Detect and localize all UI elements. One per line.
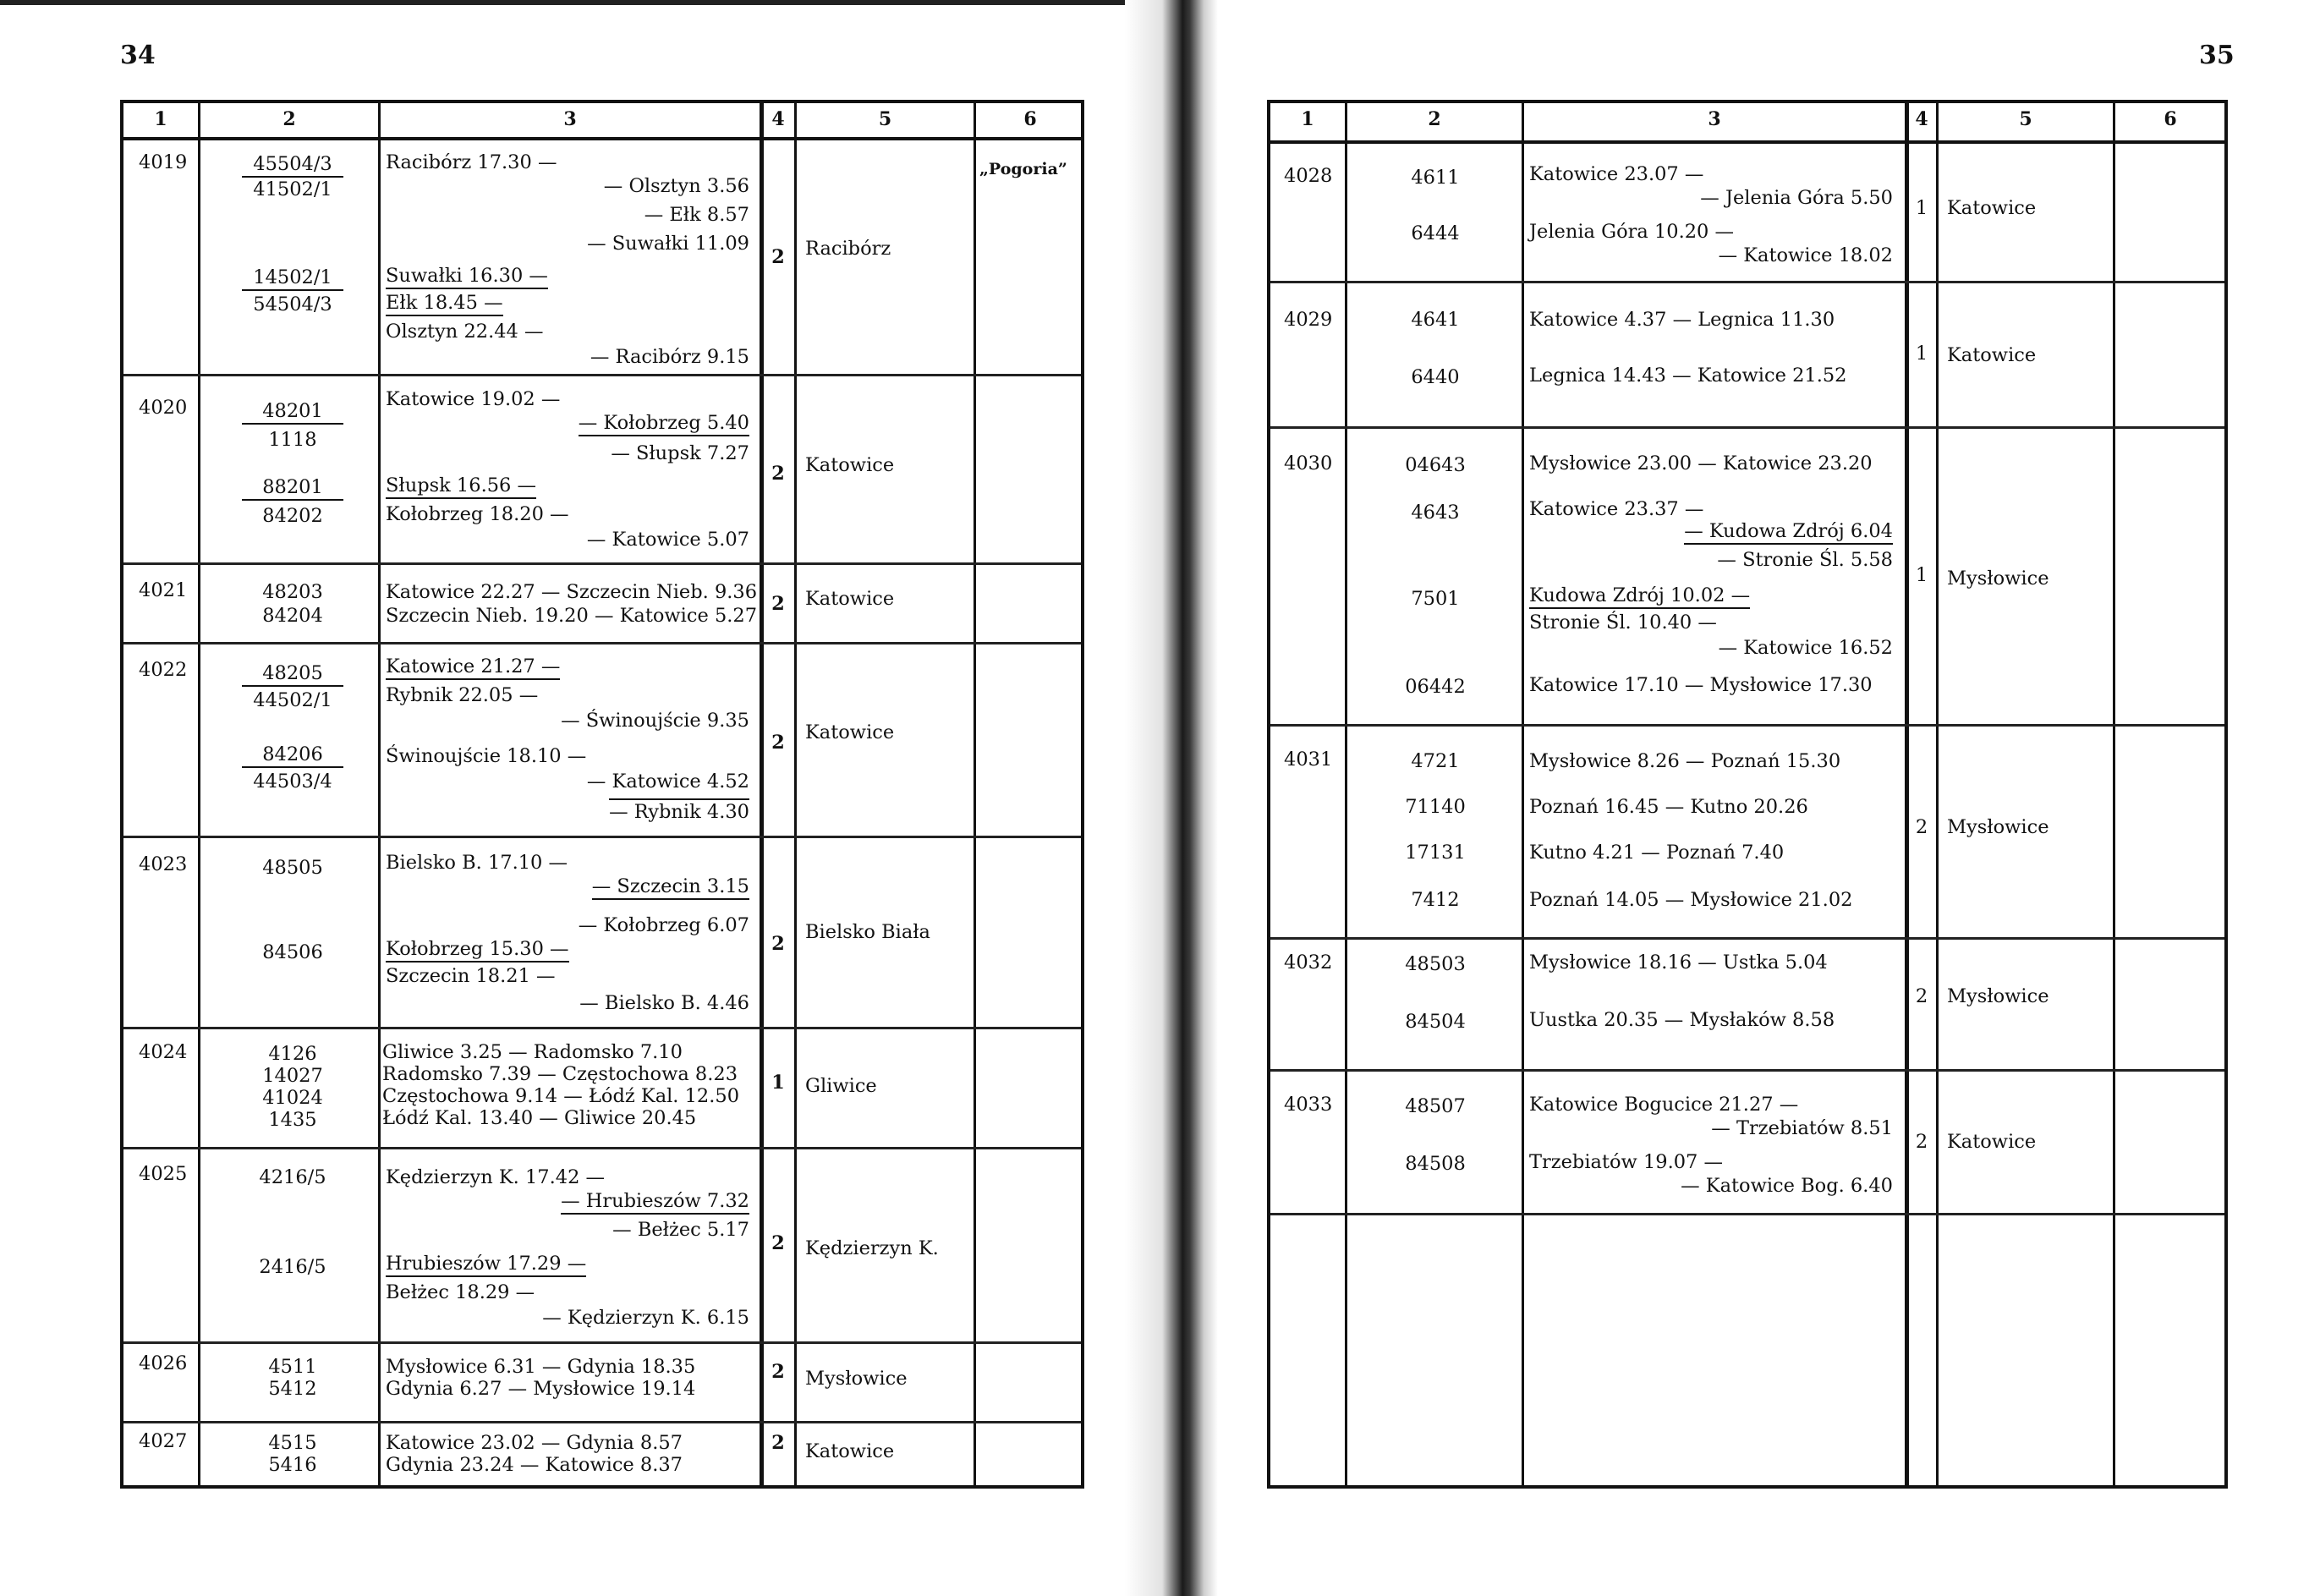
column-divider bbox=[1522, 103, 1524, 1485]
row-number: 4023 bbox=[139, 853, 188, 875]
header-col-6: 6 bbox=[2164, 108, 2177, 130]
page-number-left: 34 bbox=[120, 41, 156, 70]
route-line: Bielsko B. 17.10 — bbox=[386, 852, 568, 874]
column-divider bbox=[974, 103, 976, 1485]
row-divider bbox=[1270, 1213, 2224, 1215]
class-value: 2 bbox=[771, 463, 785, 485]
row-number: 4028 bbox=[1284, 165, 1333, 187]
column-divider bbox=[1345, 103, 1347, 1485]
class-value: 2 bbox=[771, 1361, 785, 1383]
class-value: 2 bbox=[771, 933, 785, 955]
header-col-3: 3 bbox=[1708, 108, 1721, 130]
class-value: 1 bbox=[1915, 197, 1928, 219]
route-line: Katowice 19.02 — bbox=[386, 388, 561, 410]
route-line: Mysłowice 18.16 — Ustka 5.04 bbox=[1529, 952, 1828, 974]
class-value: 2 bbox=[771, 1432, 785, 1454]
row-divider bbox=[123, 836, 1081, 838]
header-col-4: 4 bbox=[1915, 108, 1928, 130]
route-line: — Kudowa Zdrój 6.04 bbox=[1684, 519, 1893, 545]
route-line: — Katowice Bog. 6.40 bbox=[1681, 1175, 1893, 1197]
train-number: 4216/5 bbox=[259, 1166, 326, 1188]
route-line: Katowice 17.10 — Mysłowice 17.30 bbox=[1529, 674, 1873, 696]
home-station: Katowice bbox=[805, 721, 895, 743]
row-number: 4021 bbox=[139, 579, 188, 601]
route-line: Katowice 4.37 — Legnica 11.30 bbox=[1529, 309, 1835, 331]
home-station: Katowice bbox=[1947, 1131, 2037, 1153]
route-line: Świnoujście 18.10 — bbox=[386, 745, 587, 767]
route-line: Kędzierzyn K. 17.42 — bbox=[386, 1166, 606, 1188]
route-line: — Katowice 4.52 bbox=[586, 771, 749, 793]
row-number: 4020 bbox=[139, 397, 188, 419]
train-number: 71140 bbox=[1405, 796, 1466, 818]
train-number: 4643 bbox=[1411, 502, 1460, 524]
train-number: 2416/5 bbox=[259, 1256, 326, 1278]
home-station: Racibórz bbox=[805, 238, 891, 260]
header-col-4: 4 bbox=[771, 108, 785, 130]
class-value: 2 bbox=[1915, 816, 1928, 838]
train-number: 4611 bbox=[1411, 167, 1460, 189]
train-number: 84508 bbox=[1405, 1153, 1466, 1175]
header-col-5: 5 bbox=[2019, 108, 2032, 130]
train-number: 4126 bbox=[268, 1043, 317, 1065]
train-number: 54504/3 bbox=[253, 293, 332, 315]
train-number: 4641 bbox=[1411, 309, 1460, 331]
train-number: 48201 bbox=[242, 399, 343, 425]
route-line: Łódź Kal. 13.40 — Gliwice 20.45 bbox=[382, 1107, 697, 1129]
train-number: 6444 bbox=[1411, 222, 1460, 244]
row-number: 4030 bbox=[1284, 452, 1333, 474]
route-line: Katowice 23.02 — Gdynia 8.57 bbox=[386, 1432, 683, 1454]
train-number: 4721 bbox=[1411, 750, 1460, 772]
home-station: Mysłowice bbox=[1947, 816, 2049, 838]
header-col-6: 6 bbox=[1023, 108, 1037, 130]
row-number: 4025 bbox=[139, 1163, 188, 1185]
train-number: 45504/3 bbox=[242, 152, 343, 178]
route-line: Poznań 14.05 — Mysłowice 21.02 bbox=[1529, 889, 1853, 911]
header-col-2: 2 bbox=[1428, 108, 1441, 130]
train-number: 84206 bbox=[242, 743, 343, 768]
route-line: Poznań 16.45 — Kutno 20.26 bbox=[1529, 796, 1808, 818]
timetable-left bbox=[120, 100, 1084, 1489]
row-divider bbox=[123, 374, 1081, 376]
home-station: Mysłowice bbox=[1947, 568, 2049, 590]
row-number: 4024 bbox=[139, 1041, 188, 1063]
route-line: — Suwałki 11.09 bbox=[587, 233, 749, 255]
train-number: 48503 bbox=[1405, 953, 1466, 975]
home-station: Mysłowice bbox=[1947, 985, 2049, 1007]
route-line: Katowice 22.27 — Szczecin Nieb. 9.36 bbox=[386, 581, 758, 603]
train-name: „Pogoria” bbox=[979, 160, 1067, 178]
train-number: 5412 bbox=[268, 1378, 317, 1400]
route-line: Uustka 20.35 — Mysłaków 8.58 bbox=[1529, 1009, 1835, 1031]
row-divider bbox=[123, 1147, 1081, 1149]
route-line: Olsztyn 22.44 — bbox=[386, 321, 544, 343]
train-number: 17131 bbox=[1405, 842, 1466, 864]
timetable-right bbox=[1267, 100, 2228, 1489]
route-line: Kołobrzeg 18.20 — bbox=[386, 503, 569, 525]
route-line: Mysłowice 8.26 — Poznań 15.30 bbox=[1529, 750, 1841, 772]
route-line: — Jelenia Góra 5.50 bbox=[1700, 187, 1893, 209]
home-station: Kędzierzyn K. bbox=[805, 1237, 939, 1259]
route-line: Kudowa Zdrój 10.02 — bbox=[1529, 584, 1750, 609]
route-line: Słupsk 16.56 — bbox=[386, 474, 536, 499]
row-number: 4032 bbox=[1284, 952, 1333, 974]
route-line: Hrubieszów 17.29 — bbox=[386, 1252, 586, 1277]
route-line: — Szczecin 3.15 bbox=[592, 875, 749, 900]
class-value: 2 bbox=[1915, 985, 1928, 1007]
home-station: Katowice bbox=[1947, 197, 2037, 219]
route-line: Gdynia 6.27 — Mysłowice 19.14 bbox=[386, 1378, 696, 1400]
class-value: 2 bbox=[1915, 1131, 1928, 1153]
route-line: Mysłowice 23.00 — Katowice 23.20 bbox=[1529, 452, 1873, 474]
route-line: Gdynia 23.24 — Katowice 8.37 bbox=[386, 1454, 683, 1476]
route-line: Kołobrzeg 15.30 — bbox=[386, 937, 569, 963]
train-number: 6440 bbox=[1411, 366, 1460, 388]
row-number: 4019 bbox=[139, 151, 188, 173]
train-number: 84506 bbox=[262, 941, 323, 963]
header-col-5: 5 bbox=[878, 108, 892, 130]
route-line: — Olsztyn 3.56 bbox=[603, 175, 749, 197]
train-number: 04643 bbox=[1405, 454, 1466, 476]
route-line: — Trzebiatów 8.51 bbox=[1711, 1117, 1893, 1139]
row-divider bbox=[123, 1341, 1081, 1344]
row-divider bbox=[123, 1027, 1081, 1029]
route-line: Mysłowice 6.31 — Gdynia 18.35 bbox=[386, 1356, 696, 1378]
train-number: 41024 bbox=[262, 1087, 323, 1109]
train-number: 06442 bbox=[1405, 676, 1466, 698]
train-number: 1435 bbox=[268, 1109, 317, 1131]
route-line: Katowice Bogucice 21.27 — bbox=[1529, 1094, 1799, 1116]
home-station: Katowice bbox=[805, 1440, 895, 1462]
class-value: 2 bbox=[771, 593, 785, 615]
home-station: Mysłowice bbox=[805, 1368, 908, 1390]
train-number: 7501 bbox=[1411, 588, 1460, 610]
route-line: Radomsko 7.39 — Częstochowa 8.23 bbox=[382, 1063, 738, 1085]
route-line: Jelenia Góra 10.20 — bbox=[1529, 221, 1735, 243]
column-divider bbox=[1936, 103, 1939, 1485]
row-divider bbox=[1270, 724, 2224, 727]
route-line: — Kędzierzyn K. 6.15 bbox=[542, 1307, 749, 1329]
row-number: 4033 bbox=[1284, 1094, 1333, 1116]
train-number: 48507 bbox=[1405, 1095, 1466, 1117]
route-line: — Stronie Śl. 5.58 bbox=[1717, 549, 1893, 571]
row-divider bbox=[1270, 1069, 2224, 1072]
header-col-3: 3 bbox=[563, 108, 577, 130]
route-line: Częstochowa 9.14 — Łódź Kal. 12.50 bbox=[382, 1085, 740, 1107]
route-line: Racibórz 17.30 — bbox=[386, 151, 557, 173]
row-divider bbox=[123, 642, 1081, 644]
route-line: Katowice 23.07 — bbox=[1529, 163, 1704, 185]
train-number: 48505 bbox=[262, 857, 323, 879]
train-number: 4511 bbox=[268, 1356, 317, 1378]
page-top-edge bbox=[0, 0, 1150, 5]
route-line: — Kołobrzeg 6.07 bbox=[578, 914, 749, 936]
train-number: 88201 bbox=[242, 475, 343, 501]
home-station: Gliwice bbox=[805, 1075, 877, 1097]
train-number: 14027 bbox=[262, 1065, 323, 1087]
train-number: 48203 bbox=[262, 581, 323, 603]
train-number: 1118 bbox=[268, 429, 317, 451]
route-line: — Bełżec 5.17 bbox=[612, 1219, 749, 1241]
book-gutter bbox=[1125, 0, 1218, 1596]
route-line: Ełk 18.45 — bbox=[386, 291, 503, 316]
row-divider bbox=[1270, 281, 2224, 283]
route-line: — Świnoujście 9.35 bbox=[561, 710, 749, 732]
class-value: 1 bbox=[771, 1072, 785, 1094]
home-station: Katowice bbox=[805, 454, 895, 476]
row-divider bbox=[1270, 937, 2224, 940]
route-line: Gliwice 3.25 — Radomsko 7.10 bbox=[382, 1041, 683, 1063]
class-value: 2 bbox=[771, 1232, 785, 1254]
route-line: — Kołobrzeg 5.40 bbox=[579, 411, 749, 436]
route-line: Legnica 14.43 — Katowice 21.52 bbox=[1529, 365, 1847, 387]
column-divider bbox=[198, 103, 200, 1485]
header-col-1: 1 bbox=[1301, 108, 1314, 130]
header-col-1: 1 bbox=[154, 108, 167, 130]
route-line: — Bielsko B. 4.46 bbox=[579, 992, 749, 1014]
column-divider bbox=[378, 103, 381, 1485]
class-value: 1 bbox=[1915, 343, 1928, 365]
class-value: 2 bbox=[771, 732, 785, 754]
train-number: 7412 bbox=[1411, 889, 1460, 911]
route-line: — Słupsk 7.27 bbox=[611, 442, 749, 464]
table-header bbox=[123, 103, 1081, 140]
route-line: — Ełk 8.57 bbox=[644, 204, 749, 226]
row-divider bbox=[1270, 426, 2224, 429]
route-line: Katowice 23.37 — bbox=[1529, 498, 1704, 520]
home-station: Bielsko Biała bbox=[805, 921, 930, 943]
train-number: 4515 bbox=[268, 1432, 317, 1454]
train-number: 84504 bbox=[1405, 1011, 1466, 1033]
header-col-2: 2 bbox=[282, 108, 296, 130]
route-line: Szczecin Nieb. 19.20 — Katowice 5.27 bbox=[386, 605, 758, 627]
home-station: Katowice bbox=[805, 588, 895, 610]
train-number: 48205 bbox=[242, 661, 343, 687]
train-number: 41502/1 bbox=[253, 178, 332, 200]
column-divider bbox=[760, 103, 764, 1485]
route-line: Suwałki 16.30 — bbox=[386, 264, 548, 289]
route-line: Rybnik 22.05 — bbox=[386, 684, 539, 706]
row-number: 4029 bbox=[1284, 309, 1333, 331]
page-number-right: 35 bbox=[2199, 41, 2235, 70]
route-line: — Katowice 18.02 bbox=[1718, 244, 1893, 266]
train-number: 14502/1 bbox=[242, 266, 343, 291]
train-number: 5416 bbox=[268, 1454, 317, 1476]
row-number: 4026 bbox=[139, 1352, 188, 1374]
route-line: Trzebiatów 19.07 — bbox=[1529, 1151, 1724, 1173]
class-value: 2 bbox=[771, 246, 785, 268]
home-station: Katowice bbox=[1947, 344, 2037, 366]
route-line: — Katowice 16.52 bbox=[1718, 637, 1893, 659]
route-line: — Rybnik 4.30 bbox=[609, 798, 749, 824]
route-line: — Racibórz 9.15 bbox=[590, 346, 749, 368]
route-line: Katowice 21.27 — bbox=[386, 655, 560, 680]
train-number: 84202 bbox=[262, 505, 323, 527]
column-divider bbox=[794, 103, 797, 1485]
row-number: 4031 bbox=[1284, 749, 1333, 771]
route-line: Szczecin 18.21 — bbox=[386, 965, 556, 987]
train-number: 44502/1 bbox=[253, 689, 332, 711]
train-number: 44503/4 bbox=[253, 771, 332, 793]
class-value: 1 bbox=[1915, 564, 1928, 586]
row-divider bbox=[123, 1421, 1081, 1423]
route-line: — Katowice 5.07 bbox=[586, 529, 749, 551]
table-header bbox=[1270, 103, 2224, 144]
row-divider bbox=[123, 562, 1081, 565]
route-line: Bełżec 18.29 — bbox=[386, 1281, 535, 1303]
route-line: — Hrubieszów 7.32 bbox=[561, 1189, 749, 1215]
route-line: Stronie Śl. 10.40 — bbox=[1529, 612, 1717, 633]
row-number: 4027 bbox=[139, 1430, 188, 1452]
train-number: 84204 bbox=[262, 605, 323, 627]
route-line: Kutno 4.21 — Poznań 7.40 bbox=[1529, 842, 1785, 864]
row-number: 4022 bbox=[139, 659, 188, 681]
column-divider bbox=[2113, 103, 2115, 1485]
column-divider bbox=[1905, 103, 1909, 1485]
